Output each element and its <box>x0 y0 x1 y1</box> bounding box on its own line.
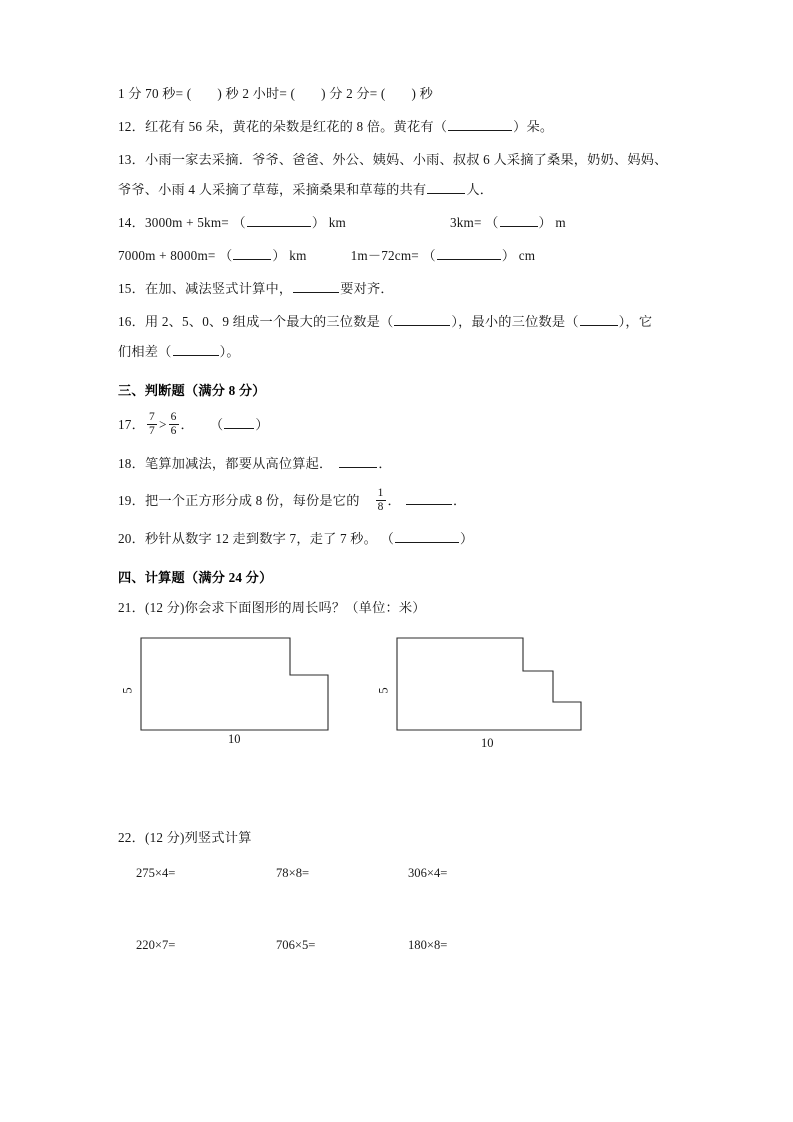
exam-sheet <box>118 84 684 978</box>
q18-answer-blank[interactable] <box>339 454 377 468</box>
q19-frac-denominator: 8 <box>377 500 384 513</box>
q17-fraction-left <box>147 411 157 438</box>
question-13 <box>118 150 684 201</box>
q13-line2-text: 爷爷、小雨 4 人采摘了草莓，采摘桑果和草莓的共有 <box>118 182 427 198</box>
q14-l2-a: 7000m + 8000m= （ <box>118 247 233 263</box>
calc-item-275x4[interactable]: 275×4= <box>136 865 176 880</box>
q17-answer-blank[interactable] <box>224 416 254 430</box>
q15-number: 15． <box>118 280 145 296</box>
q19-period-end: ． <box>452 492 467 508</box>
q13-line1: 小雨一家去采摘．爷爷、爸爸、外公、姨妈、小雨、叔叔 6 人采摘了桑果，奶奶、妈妈、 <box>144 151 668 167</box>
q16-line2 <box>118 342 684 362</box>
question-19 <box>118 487 684 514</box>
q18-text: 笔算加减法，都要从高位算起． <box>144 455 333 471</box>
q14-l1-a: 3000m + 5km= （ <box>144 215 246 231</box>
question-16 <box>118 312 684 363</box>
q14-l1-c: 3km= （ <box>449 215 499 231</box>
question-15 <box>118 279 684 299</box>
q12-tail: ）朵。 <box>513 118 554 134</box>
q19-answer-blank[interactable] <box>406 491 452 505</box>
q12-blank[interactable] <box>448 117 512 131</box>
q13-number: 13． <box>118 151 145 167</box>
q14-l2-c: 1m－72cm= （ <box>350 247 436 263</box>
q15-tail: 要对齐． <box>340 280 394 296</box>
q14-l2-b: ） km <box>272 247 307 263</box>
q17-frac-left-denominator: 7 <box>148 425 155 438</box>
q14-l2-d: ） cm <box>501 247 536 263</box>
q14-blank-4[interactable] <box>437 246 501 260</box>
figure-two-step <box>376 636 591 751</box>
q17-paren-close: ） <box>255 417 269 433</box>
figure-two-step-polygon <box>397 638 581 730</box>
q13-line2-tail: 人． <box>466 182 494 198</box>
q12-text: 红花有 56 朵，黄花的朵数是红花的 8 倍。黄花有（ <box>144 118 448 134</box>
q15-text: 在加、减法竖式计算中， <box>144 280 293 296</box>
q22-text: (12 分)列竖式计算 <box>144 830 252 846</box>
q18-period: ． <box>378 455 392 471</box>
calc-item-180x8[interactable]: 180×8= <box>408 937 448 952</box>
question-22 <box>118 828 684 848</box>
q16-text-a: 用 2、5、0、9 组成一个最大的三位数是（ <box>144 313 394 329</box>
q19-frac-numerator: 1 <box>377 486 384 499</box>
q14-blank-2[interactable] <box>500 214 538 228</box>
q11-part-d: ) 秒 <box>411 86 434 101</box>
figure-one-step <box>120 636 335 747</box>
question-14-line2 <box>118 246 684 266</box>
q16-blank-1[interactable] <box>394 312 450 326</box>
q11-part-c: ) 分 2 分= ( <box>321 86 386 101</box>
q20-number: 20． <box>118 531 145 547</box>
figure-two-left-label: 5 <box>376 687 391 694</box>
q16-text-e: ）。 <box>219 344 240 360</box>
q18-number: 18． <box>118 455 145 471</box>
question-18 <box>118 454 684 474</box>
figure-one-step-polygon <box>141 638 328 730</box>
q16-blank-3[interactable] <box>173 343 219 357</box>
calc-item-306x4[interactable]: 306×4= <box>408 865 448 880</box>
calc-row-two <box>118 938 684 978</box>
calc-item-78x8[interactable]: 78×8= <box>276 865 310 880</box>
section-heading-three: 三、判断题（满分 8 分） <box>118 383 266 399</box>
q16-text-b: ），最小的三位数是（ <box>451 313 579 329</box>
calc-row-one <box>118 866 684 938</box>
q17-operator: > <box>158 417 167 433</box>
section-heading-four: 四、计算题（满分 24 分） <box>118 570 273 586</box>
q22-number: 22． <box>118 830 145 846</box>
q21-text: (12 分)你会求下面图形的周长吗？（单位：米） <box>144 600 426 616</box>
q17-frac-right-denominator: 6 <box>170 425 177 438</box>
question-14 <box>118 213 684 233</box>
q14-blank-3[interactable] <box>233 246 271 260</box>
q20-text: 秒针从数字 12 走到数字 7，走了 7 秒。 （ <box>144 531 394 547</box>
q21-number: 21． <box>118 600 145 616</box>
question-20 <box>118 529 684 549</box>
q17-frac-right-numerator: 6 <box>170 411 177 424</box>
q19-number: 19． <box>118 492 145 508</box>
figure-one-bottom-label: 10 <box>228 732 241 747</box>
q19-fraction <box>376 487 386 514</box>
q12-number: 12． <box>118 118 145 134</box>
figure-two-bottom-label: 10 <box>481 736 494 751</box>
q17-fraction-right <box>169 411 179 438</box>
q15-blank[interactable] <box>293 279 339 293</box>
q20-answer-blank[interactable] <box>395 530 459 544</box>
q19-text: 把一个正方形分成 8 份，每份是它的 <box>144 492 360 508</box>
q14-number: 14． <box>118 215 145 231</box>
q11-part-a: 1 分 70 秒= ( <box>118 86 192 101</box>
question-11-continued <box>118 84 684 104</box>
q19-period-mid: ． <box>387 492 401 508</box>
figures-container <box>118 631 684 806</box>
q13-blank[interactable] <box>427 181 465 195</box>
calc-item-706x5[interactable]: 706×5= <box>276 937 316 952</box>
figure-two-step-svg <box>395 636 591 736</box>
q17-frac-left-numerator: 7 <box>148 411 155 424</box>
question-12 <box>118 117 684 137</box>
q17-number: 17． <box>118 417 145 433</box>
q16-number: 16． <box>118 313 145 329</box>
q16-text-d: 们相差（ <box>118 344 172 360</box>
q13-line2 <box>118 180 684 200</box>
q14-blank-1[interactable] <box>247 214 311 228</box>
q11-part-b: ) 秒 2 小时= ( <box>217 86 296 101</box>
calc-item-220x7[interactable]: 220×7= <box>136 937 176 952</box>
figure-one-left-label: 5 <box>120 687 135 694</box>
q16-blank-2[interactable] <box>580 312 618 326</box>
q17-period: ． <box>180 417 194 433</box>
q16-text-c: ），它 <box>618 313 653 329</box>
q14-l1-d: ） m <box>538 215 566 231</box>
q17-paren-open: （ <box>209 417 224 433</box>
question-21 <box>118 598 684 618</box>
q20-tail: ） <box>459 531 474 547</box>
figure-one-step-svg <box>139 636 335 736</box>
question-17 <box>118 411 684 438</box>
q14-l1-b: ） km <box>311 215 346 231</box>
